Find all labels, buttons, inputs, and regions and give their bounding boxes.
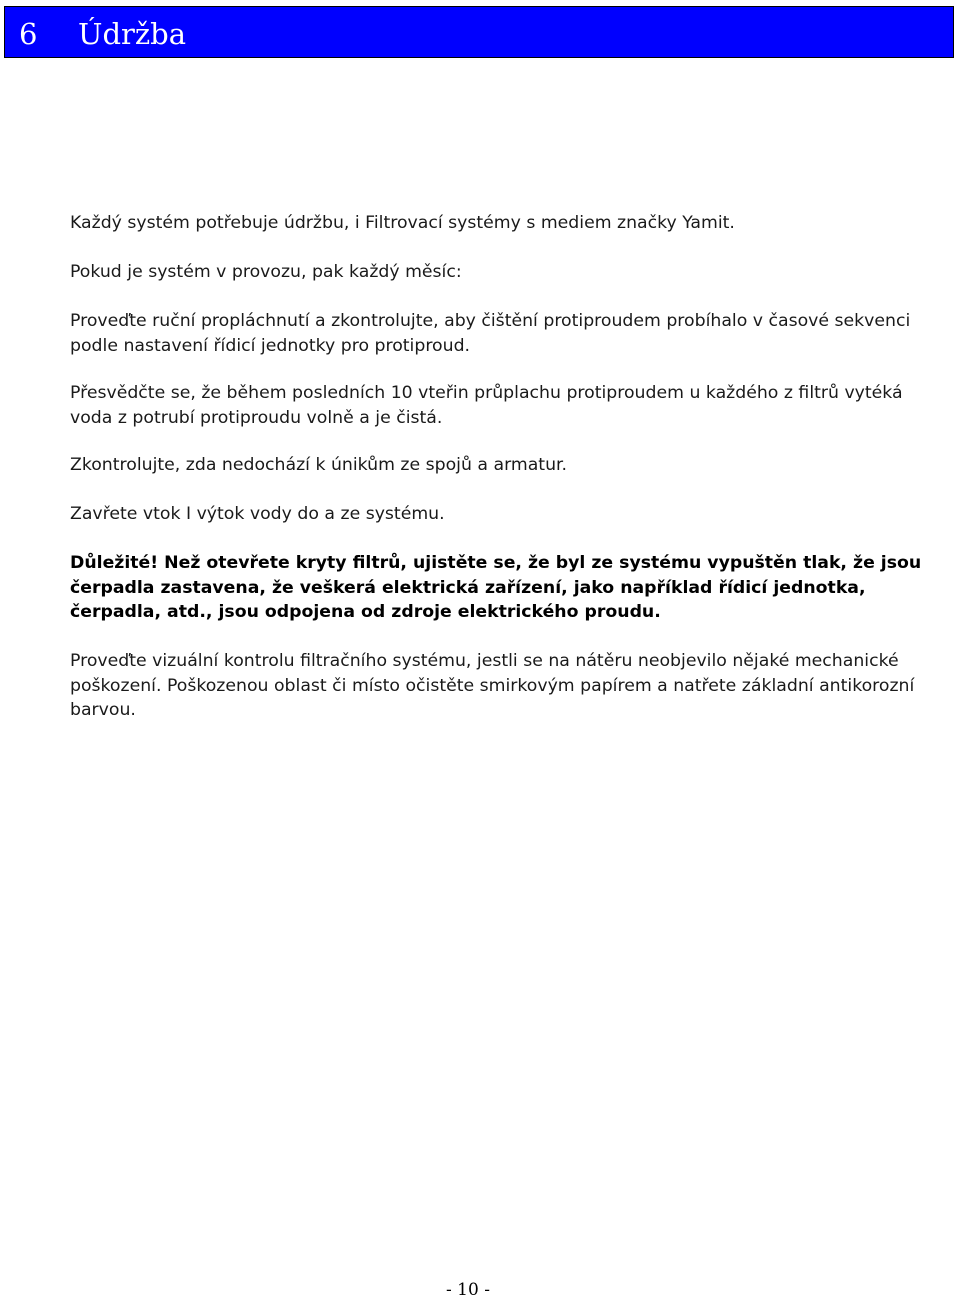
- text-line: Přesvědčte se, že během posledních 10 vteřin průplachu protiproudem u každého z filtrů vytéká: [70, 383, 903, 403]
- paragraph-close-valves: [70, 502, 955, 527]
- chapter-header: [4, 6, 954, 58]
- chapter-number: 6: [19, 17, 38, 51]
- text-line: voda z potrubí protiproudu volně a je čistá.: [70, 407, 443, 428]
- paragraph-intro: [70, 211, 955, 236]
- text-line: Proveďte ruční propláchnutí a zkontrolujte, aby čištění protiproudem probíhalo v časové sekvenci: [70, 311, 911, 331]
- text-line: Zkontrolujte, zda nedochází k únikům ze spojů a armatur.: [70, 455, 568, 475]
- text-line: barvou.: [70, 700, 136, 720]
- chapter-title: Údržba: [78, 17, 186, 51]
- document-body: [70, 211, 955, 747]
- text-line: Proveďte vizuální kontrolu filtračního systému, jestli se na nátěru neobjevilo nějaké mechanické: [70, 651, 899, 671]
- text-line: Zavřete vtok I výtok vody do a ze systému.: [70, 504, 445, 524]
- text-line: podle nastavení řídicí jednotky pro protiproud.: [70, 335, 471, 356]
- paragraph-manual-flush: [70, 309, 955, 358]
- text-line: poškození. Poškozenou oblast či místo očistěte smirkovým papírem a natřete základní antikorozní: [70, 675, 915, 696]
- paragraph-check-water: [70, 381, 955, 430]
- text-line: Pokud je systém v provozu, pak každý měsíc:: [70, 262, 462, 282]
- paragraph-monthly: [70, 260, 955, 285]
- warning-line: čerpadla zastavena, že veškerá elektrická zařízení, jako například řídicí jednotka,: [70, 577, 866, 598]
- warning-line: čerpadla, atd., jsou odpojena od zdroje elektrického proudu.: [70, 602, 661, 622]
- paragraph-check-leaks: [70, 453, 955, 478]
- important-warning: [70, 551, 955, 625]
- paragraph-visual-inspection: [70, 649, 955, 723]
- warning-line: Důležité! Než otevřete kryty filtrů, ujistěte se, že byl ze systému vypuštěn tlak, že jsou: [70, 553, 922, 573]
- page-number: - 10 -: [446, 1280, 490, 1300]
- text-line: Každý systém potřebuje údržbu, i Filtrovací systémy s mediem značky Yamit.: [70, 213, 735, 233]
